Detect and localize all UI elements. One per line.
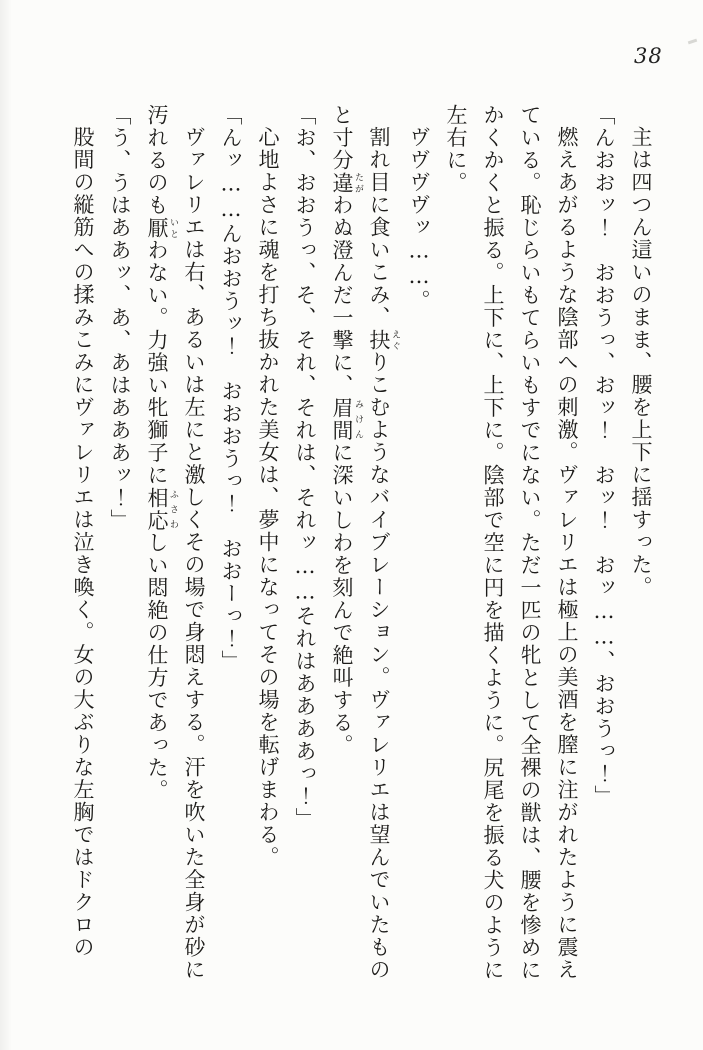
paragraph: 「う、うはああッ、あ、あはあああッ！」 xyxy=(108,104,132,532)
ruby-annotated-word: 相応 ふさわ xyxy=(145,486,178,532)
paragraph: 割れ目に食いこみ、抉 えぐりこむようなバイブレーション。ヴァレリエは望んでいたものと寸分違 たがわぬ澄んだ一撃に、眉間 みけんに深いしわを刻んで絶叫する。 xyxy=(330,104,400,981)
paragraph: 「んッ……んおおうッ！ おおおうっ！ おおーっ！」 xyxy=(219,104,243,673)
ruby-annotated-word: 違 たが xyxy=(330,171,363,194)
paragraph: 股間の縦筋への揉みこみにヴァレリエは泣き喚く。女の大ぶりな左胸ではドクロの xyxy=(71,126,95,959)
paragraph: ヴヴヴヴッ……。 xyxy=(407,126,431,312)
paragraph: 「お、おおうっ、そ、それ、それは、それッ……それはああああっ！」 xyxy=(293,104,317,830)
paragraph: ヴァレリエは右、あるいは左にと激しくその場で身悶えする。汗を吹いた全身が砂に汚れるのも厭 いとわない。力強い牝獅子に相応 ふさわしい悶絶の仕方であった。 xyxy=(145,104,206,981)
paragraph: 燃えあがるような陰部への刺激。ヴァレリエは極上の美酒を膣に注がれたように震えている。恥じらいもてらいもすでにない。ただ一匹の牝として全裸の獣は、腰を惨めにかくかくと振る。上下に、上下に。陰部で空に円を描くように。尻尾を振る犬のように左右に。 xyxy=(444,104,579,982)
paragraph: 主は四つん這いのまま、腰を上下に揺すった。 xyxy=(629,126,653,599)
ruby-annotated-word: 抉 えぐ xyxy=(367,328,400,351)
scan-artifact xyxy=(688,39,697,45)
paragraph: 「んおおッ！ おおうっ、おッ！ おッ！ おッ……、おおうっ！」 xyxy=(592,104,616,808)
page-number: 38 xyxy=(634,44,663,68)
ruby-annotated-word: 眉間 みけん xyxy=(330,396,363,442)
ruby-annotated-word: 厭 いと xyxy=(145,216,178,239)
text-body xyxy=(63,104,659,986)
paragraph: 心地よさに魂を打ち抜かれた美女は、夢中になってその場を転げまわる。 xyxy=(256,126,280,869)
